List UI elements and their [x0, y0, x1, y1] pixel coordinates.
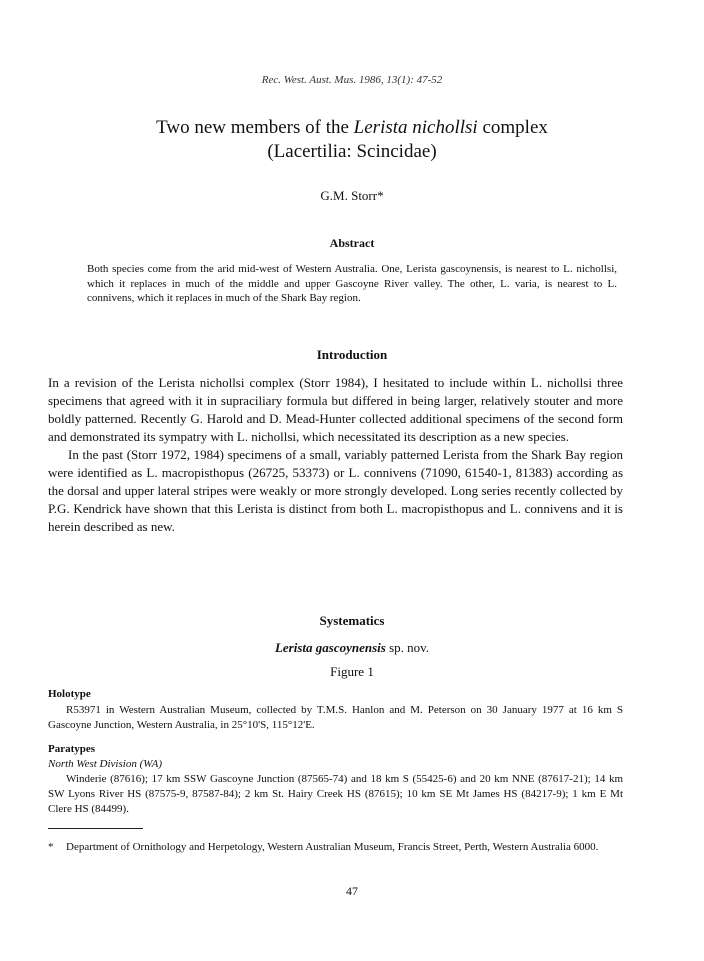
author-name: G.M. Storr* [320, 188, 384, 203]
footnote-text: Department of Ornithology and Herpetology, Western Australian Museum, Francis Street, Perth, Western Australia 6000. [66, 841, 599, 853]
systematics-heading: Systematics [319, 613, 385, 628]
title-text-pre: Two new members of the [156, 117, 354, 138]
title-text-post: complex [477, 117, 548, 138]
intro-paragraph-1: In a revision of the Lerista nichollsi complex (Storr 1984), I hesitated to include within L. nichollsi three specimens that agreed with it in supraciliary formula but differed in being larger, relatively stouter and more boldly patterned. Recently G. Harold and D. Mead-Hunter collected additional specimens of the second form and demonstrated its sympatry with L. nichollsi, which necessitated its description as a new species. [48, 375, 623, 444]
footnote [48, 840, 623, 855]
title-line-1 [0, 116, 704, 140]
title-taxon: Lerista nichollsi [353, 117, 478, 138]
title-line-2: (Lacertilia: Scincidae) [267, 141, 437, 162]
paratypes-heading: Paratypes [48, 743, 96, 755]
introduction-heading: Introduction [316, 347, 388, 362]
footnote-divider [48, 828, 143, 829]
species-suffix: sp. nov. [385, 640, 430, 655]
paratypes-text: Winderie (87616); 17 km SSW Gascoyne Junction (87565-74) and 18 km S (55425-6) and 20 km NNE (87617-21); 14 km SW Lyons River HS (87575-9, 87587-84); 2 km St. Hairy Creek HS (87615); 10 km SE Mt James HS (84217-9); 1 km E Mt Clere HS (84499). [48, 773, 623, 815]
intro-paragraph-2: In the past (Storr 1972, 1984) specimens of a small, variably patterned Lerista from the Shark Bay region were identified as L. macropisthopus (26725, 53373) or L. connivens (71090, 61540-1, 81383) according as the dorsal and upper lateral stripes were weakly or more strongly developed. Long series recently collected by P.G. Kendrick have shown that this Lerista is distinct from both L. macropisthopus and L. connivens and it is herein described as new. [48, 447, 623, 534]
footnote-mark: * [48, 841, 54, 853]
species-heading [0, 640, 704, 656]
figure-reference: Figure 1 [330, 664, 374, 679]
paratypes-region: North West Division (WA) [48, 758, 163, 770]
page-number: 47 [346, 884, 358, 898]
paper-title [0, 116, 704, 164]
abstract-body: Both species come from the arid mid-west of Western Australia. One, Lerista gascoynensis, is nearest to L. nichollsi, which it replaces in much of the middle and upper Gascoyne River valley. The other, L. varia, is nearest to L. connivens, which it replaces in much of the Shark Bay region. [87, 263, 617, 304]
species-name: Lerista gascoynensis [274, 640, 386, 655]
holotype-text: R53971 in Western Australian Museum, collected by T.M.S. Hanlon and M. Peterson on 30 January 1977 at 16 km S Gascoyne Junction, Western Australia, in 25°10'S, 115°12'E. [48, 704, 623, 731]
abstract-heading: Abstract [329, 236, 375, 250]
journal-citation: Rec. West. Aust. Mus. 1986, 13(1): 47-52 [261, 74, 443, 86]
holotype-heading: Holotype [48, 688, 91, 700]
introduction-body [48, 374, 623, 536]
